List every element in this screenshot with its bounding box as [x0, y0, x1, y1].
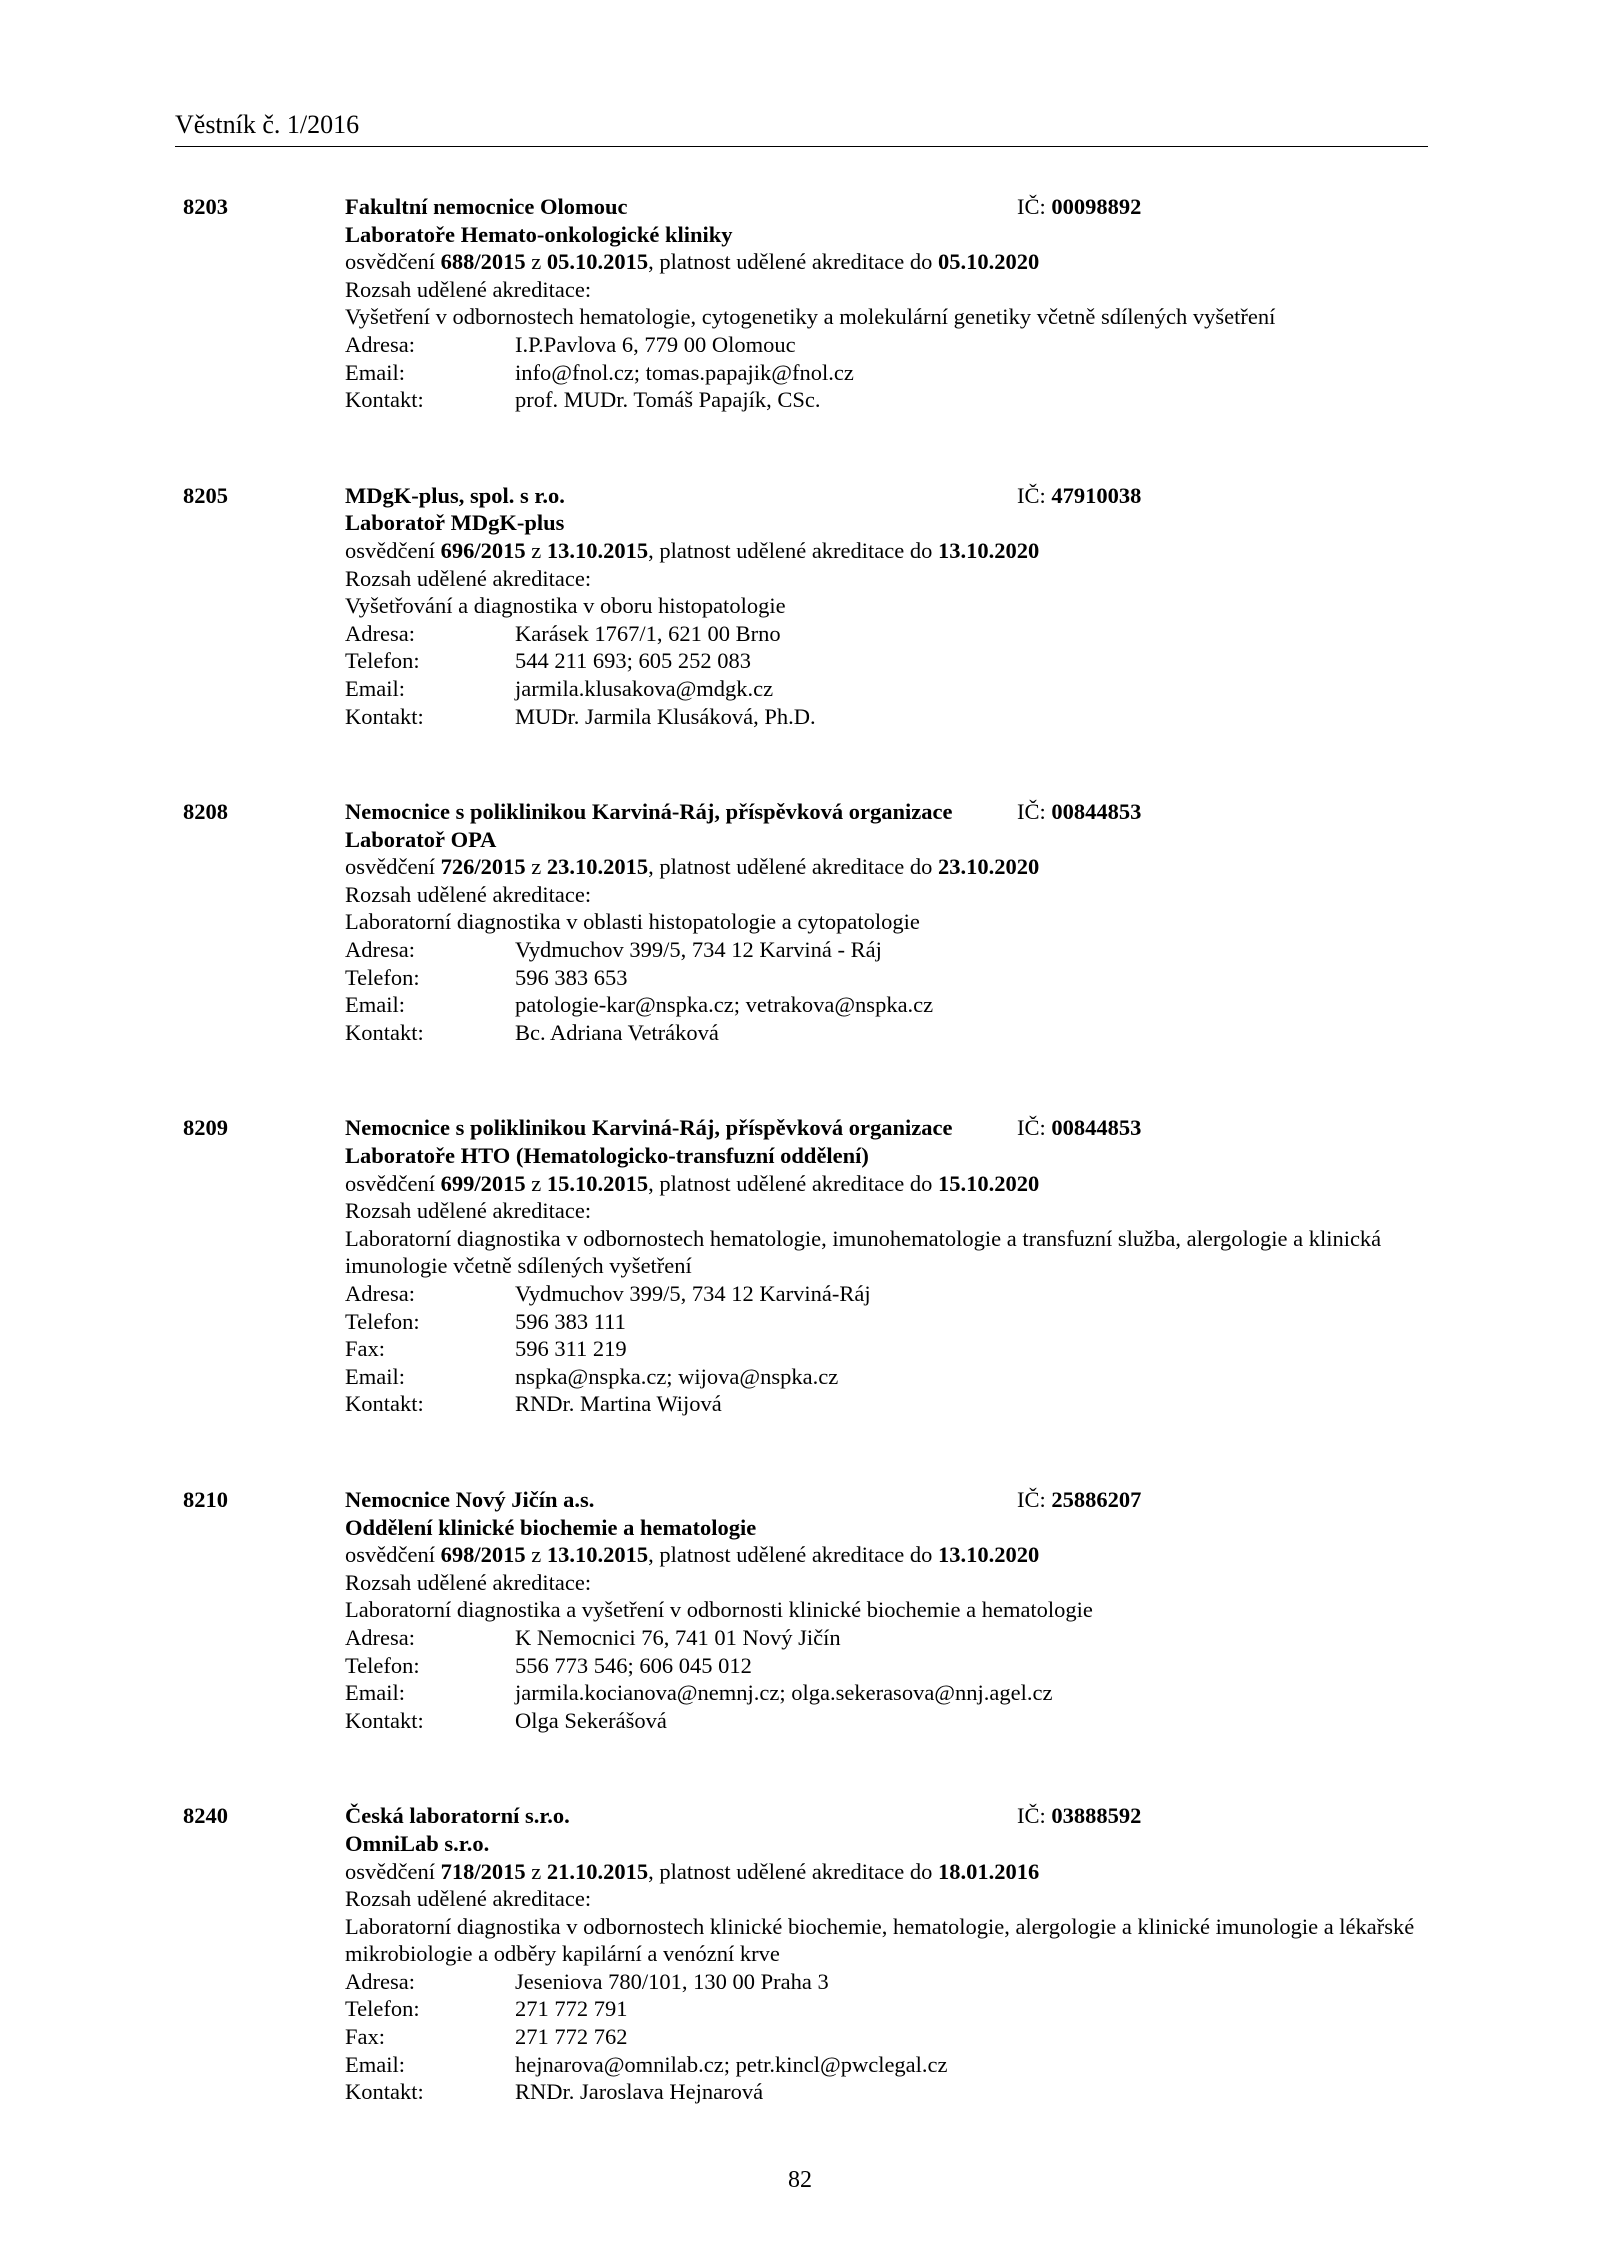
contact-field	[345, 1308, 1425, 1336]
validity-date: 15.10.2020	[938, 1170, 1040, 1196]
organization-name: Nemocnice s poliklinikou Karviná-Ráj, příspěvková organizace	[345, 799, 953, 825]
ic-label: IČ:	[1017, 1115, 1052, 1141]
field-label: Kontakt:	[345, 1391, 424, 1417]
accreditation-entry	[0, 1486, 1600, 1734]
contact-field	[345, 675, 1425, 703]
ic-label: IČ:	[1017, 1486, 1052, 1512]
contact-field	[345, 331, 1425, 359]
entry-number: 8240	[183, 1803, 228, 1829]
ic-value: 00844853	[1051, 1115, 1142, 1141]
certificate-prefix: osvědčení	[345, 1858, 441, 1884]
contact-field	[345, 964, 1425, 992]
certificate-line	[345, 537, 1425, 565]
page-number: 82	[788, 2167, 812, 2193]
contact-field	[345, 1019, 1425, 1047]
contact-field	[345, 1968, 1425, 1996]
scope-label: Rozsah udělené akreditace:	[345, 881, 592, 907]
field-label: Adresa:	[345, 620, 415, 646]
validity-date: 23.10.2020	[938, 854, 1040, 880]
field-label: Kontakt:	[345, 703, 424, 729]
ic-number	[1017, 798, 1141, 826]
contact-field	[345, 386, 1425, 414]
scope-label: Rozsah udělené akreditace:	[345, 1886, 592, 1912]
contact-field	[345, 703, 1425, 731]
accreditation-entry	[0, 482, 1600, 730]
certificate-validity-label: , platnost udělené akreditace do	[648, 537, 938, 563]
header-divider	[175, 146, 1428, 147]
certificate-date: 13.10.2015	[546, 537, 649, 563]
field-value: 271 772 791	[515, 1996, 628, 2022]
contact-field	[345, 1390, 1425, 1418]
field-value: Vydmuchov 399/5, 734 12 Karviná - Ráj	[515, 937, 882, 963]
field-label: Kontakt:	[345, 1707, 424, 1733]
entry-body	[345, 798, 1425, 1046]
field-value: 271 772 762	[515, 2024, 628, 2050]
field-value: 596 383 111	[515, 1308, 626, 1334]
field-value: hejnarova@omnilab.cz; petr.kincl@pwclegal.cz	[515, 2051, 948, 2077]
field-value: prof. MUDr. Tomáš Papajík, CSc.	[515, 387, 821, 413]
laboratory-name: Laboratoř MDgK-plus	[345, 510, 565, 536]
field-label: Telefon:	[345, 1996, 420, 2022]
certificate-line	[345, 248, 1425, 276]
accreditation-entry	[0, 1114, 1600, 1418]
field-label: Fax:	[345, 2024, 386, 2050]
field-label: Kontakt:	[345, 387, 424, 413]
certificate-date: 13.10.2015	[546, 1542, 649, 1568]
organization-name: Fakultní nemocnice Olomouc	[345, 194, 628, 219]
scope-text: Vyšetření v odbornostech hematologie, cytogenetiky a molekulární genetiky včetně sdílených vyšetření	[345, 304, 1276, 330]
certificate-validity-label: , platnost udělené akreditace do	[648, 1170, 938, 1196]
field-value: Jeseniova 780/101, 130 00 Praha 3	[515, 1968, 829, 1994]
ic-label: IČ:	[1017, 482, 1052, 508]
ic-number	[1017, 1486, 1141, 1514]
field-value: K Nemocnici 76, 741 01 Nový Jičín	[515, 1624, 841, 1650]
field-value: info@fnol.cz; tomas.papajik@fnol.cz	[515, 359, 854, 385]
certificate-z: z	[525, 1170, 547, 1196]
ic-value: 47910038	[1051, 482, 1142, 508]
entry-number: 8210	[183, 1486, 228, 1512]
certificate-date: 23.10.2015	[546, 854, 649, 880]
ic-value: 25886207	[1051, 1486, 1142, 1512]
entry-body	[345, 1114, 1425, 1418]
scope-label: Rozsah udělené akreditace:	[345, 276, 592, 302]
entry-body	[345, 482, 1425, 730]
contact-field	[345, 1995, 1425, 2023]
field-value: RNDr. Martina Wijová	[515, 1391, 722, 1417]
validity-date: 18.01.2016	[938, 1858, 1040, 1884]
certificate-date: 21.10.2015	[546, 1858, 649, 1884]
scope-text: Laboratorní diagnostika v odbornostech hematologie, imunohematologie a transfuzní služba, alergologie a klinická imunologie včetně sdílených vyšetření	[345, 1225, 1382, 1279]
laboratory-name: OmniLab s.r.o.	[345, 1830, 490, 1856]
field-label: Adresa:	[345, 937, 415, 963]
certificate-prefix: osvědčení	[345, 249, 441, 275]
certificate-z: z	[525, 537, 547, 563]
ic-number	[1017, 482, 1141, 510]
laboratory-name: Laboratoře HTO (Hematologicko-transfuzní oddělení)	[345, 1143, 869, 1169]
field-value: Karásek 1767/1, 621 00 Brno	[515, 620, 781, 646]
scope-text: Laboratorní diagnostika v odbornostech klinické biochemie, hematologie, alergologie a klinické imunologie a lékařské mikrobiologie a odběry kapilární a venózní krve	[345, 1913, 1415, 1967]
certificate-z: z	[525, 1858, 547, 1884]
accreditation-entry	[0, 193, 1600, 414]
laboratory-name: Laboratoř OPA	[345, 826, 497, 852]
certificate-number: 718/2015	[440, 1858, 526, 1884]
field-label: Fax:	[345, 1336, 386, 1362]
ic-label: IČ:	[1017, 1803, 1052, 1829]
certificate-prefix: osvědčení	[345, 1542, 441, 1568]
contact-field	[345, 1335, 1425, 1363]
entry-number: 8208	[183, 799, 228, 825]
laboratory-name: Laboratoře Hemato-onkologické kliniky	[345, 221, 733, 247]
scope-text: Laboratorní diagnostika a vyšetření v odbornosti klinické biochemie a hematologie	[345, 1597, 1093, 1623]
field-label: Adresa:	[345, 1281, 415, 1306]
ic-number	[1017, 1802, 1141, 1830]
field-label: Email:	[345, 992, 405, 1018]
certificate-prefix: osvědčení	[345, 854, 441, 880]
field-value: Bc. Adriana Vetráková	[515, 1019, 719, 1045]
certificate-number: 726/2015	[440, 854, 526, 880]
field-value: RNDr. Jaroslava Hejnarová	[515, 2079, 764, 2105]
entry-body	[345, 1802, 1425, 2106]
contact-field	[345, 1679, 1425, 1707]
ic-number	[1017, 1114, 1141, 1142]
field-value: 596 383 653	[515, 964, 628, 990]
validity-date: 05.10.2020	[938, 249, 1040, 275]
field-value: 596 311 219	[515, 1336, 627, 1362]
field-label: Email:	[345, 2051, 405, 2077]
certificate-line	[345, 853, 1425, 881]
contact-field	[345, 1624, 1425, 1652]
entry-body	[345, 1486, 1425, 1734]
certificate-line	[345, 1858, 1425, 1886]
certificate-date: 15.10.2015	[546, 1170, 649, 1196]
field-label: Adresa:	[345, 331, 415, 357]
validity-date: 13.10.2020	[938, 1542, 1040, 1568]
page-header-title: Věstník č. 1/2016	[175, 110, 360, 139]
field-label: Telefon:	[345, 1308, 420, 1334]
contact-field	[345, 620, 1425, 648]
certificate-z: z	[525, 249, 547, 275]
field-value: 544 211 693; 605 252 083	[515, 648, 752, 674]
scope-text: Vyšetřování a diagnostika v oboru histopatologie	[345, 593, 786, 619]
certificate-validity-label: , platnost udělené akreditace do	[648, 854, 938, 880]
certificate-number: 696/2015	[440, 537, 526, 563]
contact-field	[345, 1280, 1425, 1308]
certificate-validity-label: , platnost udělené akreditace do	[648, 1858, 938, 1884]
contact-field	[345, 991, 1425, 1019]
field-value: nspka@nspka.cz; wijova@nspka.cz	[515, 1363, 839, 1389]
field-label: Email:	[345, 359, 405, 385]
field-label: Email:	[345, 1363, 405, 1389]
organization-name: Nemocnice Nový Jičín a.s.	[345, 1486, 595, 1512]
certificate-prefix: osvědčení	[345, 1170, 441, 1196]
ic-value: 03888592	[1051, 1803, 1142, 1829]
organization-name: Nemocnice s poliklinikou Karviná-Ráj, příspěvková organizace	[345, 1115, 953, 1141]
organization-name: Česká laboratorní s.r.o.	[345, 1803, 570, 1829]
certificate-number: 699/2015	[440, 1170, 526, 1196]
contact-field	[345, 936, 1425, 964]
field-value: jarmila.kocianova@nemnj.cz; olga.sekerasova@nnj.agel.cz	[515, 1680, 1053, 1706]
field-label: Email:	[345, 675, 405, 701]
accreditation-entry	[0, 1802, 1600, 2106]
field-label: Kontakt:	[345, 2079, 424, 2105]
field-label: Adresa:	[345, 1968, 415, 1994]
field-value: patologie-kar@nspka.cz; vetrakova@nspka.cz	[515, 992, 934, 1018]
certificate-z: z	[525, 854, 547, 880]
scope-text: Laboratorní diagnostika v oblasti histopatologie a cytopatologie	[345, 909, 920, 935]
entry-body	[345, 193, 1425, 414]
entry-number: 8209	[183, 1115, 228, 1141]
contact-field	[345, 2023, 1425, 2051]
certificate-validity-label: , platnost udělené akreditace do	[648, 1542, 938, 1568]
ic-label: IČ:	[1017, 799, 1052, 825]
field-value: MUDr. Jarmila Klusáková, Ph.D.	[515, 703, 816, 729]
contact-field	[345, 647, 1425, 675]
certificate-number: 698/2015	[440, 1542, 526, 1568]
entry-number: 8205	[183, 482, 228, 508]
certificate-date: 05.10.2015	[546, 249, 649, 275]
organization-name: MDgK-plus, spol. s r.o.	[345, 482, 565, 508]
laboratory-name: Oddělení klinické biochemie a hematologie	[345, 1514, 757, 1540]
certificate-line	[345, 1170, 1425, 1198]
field-label: Telefon:	[345, 1652, 420, 1678]
accreditation-entry	[0, 798, 1600, 1046]
certificate-prefix: osvědčení	[345, 537, 441, 563]
certificate-validity-label: , platnost udělené akreditace do	[648, 249, 938, 275]
field-value: Olga Sekerášová	[515, 1707, 667, 1733]
field-label: Telefon:	[345, 648, 420, 674]
ic-label: IČ:	[1017, 194, 1052, 219]
contact-field	[345, 1363, 1425, 1391]
contact-field	[345, 2078, 1425, 2106]
field-value: Vydmuchov 399/5, 734 12 Karviná-Ráj	[515, 1281, 871, 1306]
certificate-line	[345, 1541, 1425, 1569]
scope-label: Rozsah udělené akreditace:	[345, 1569, 592, 1595]
field-value: 556 773 546; 606 045 012	[515, 1652, 752, 1678]
validity-date: 13.10.2020	[938, 537, 1040, 563]
contact-field	[345, 1707, 1425, 1735]
scope-label: Rozsah udělené akreditace:	[345, 1198, 592, 1224]
field-label: Adresa:	[345, 1624, 415, 1650]
certificate-number: 688/2015	[440, 249, 526, 275]
field-label: Kontakt:	[345, 1019, 424, 1045]
contact-field	[345, 1652, 1425, 1680]
entry-number: 8203	[183, 194, 228, 219]
accreditation-list	[0, 193, 1600, 2174]
certificate-z: z	[525, 1542, 547, 1568]
field-label: Telefon:	[345, 964, 420, 990]
field-label: Email:	[345, 1680, 405, 1706]
contact-field	[345, 359, 1425, 387]
field-value: I.P.Pavlova 6, 779 00 Olomouc	[515, 331, 796, 357]
scope-label: Rozsah udělené akreditace:	[345, 565, 592, 591]
ic-value: 00098892	[1051, 194, 1142, 219]
ic-number	[1017, 193, 1141, 221]
ic-value: 00844853	[1051, 799, 1142, 825]
contact-field	[345, 2051, 1425, 2079]
field-value: jarmila.klusakova@mdgk.cz	[515, 675, 774, 701]
